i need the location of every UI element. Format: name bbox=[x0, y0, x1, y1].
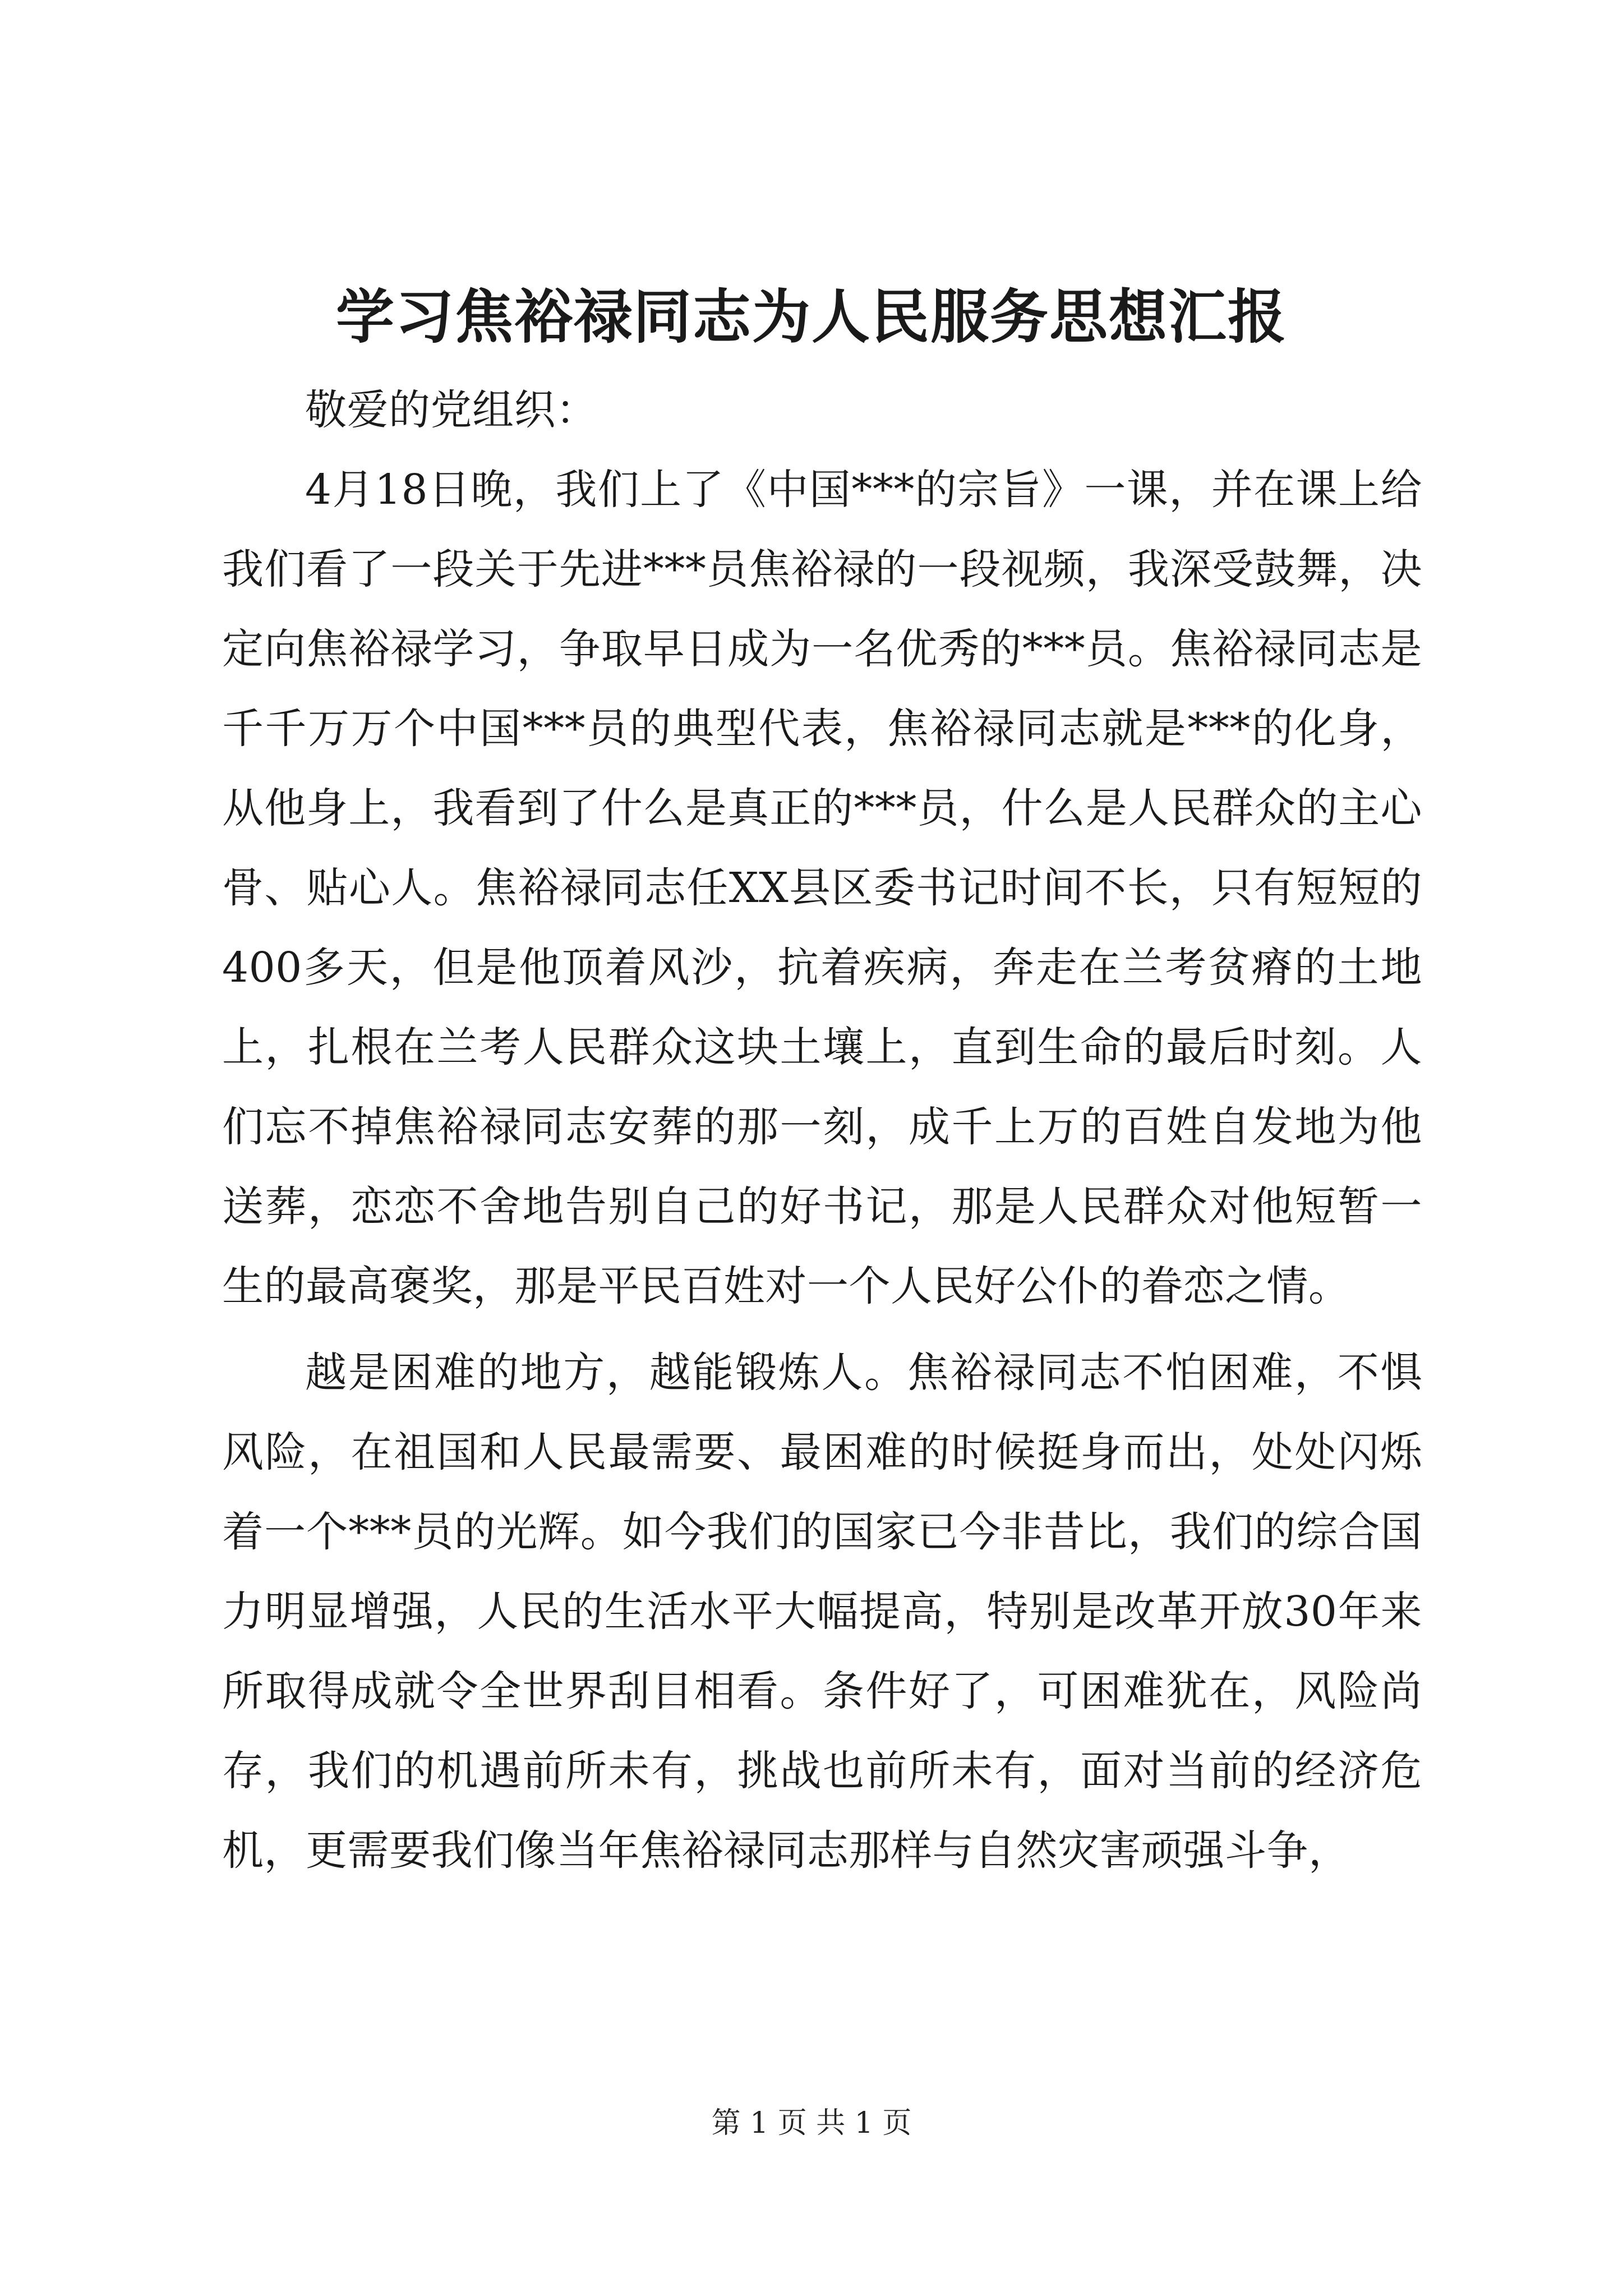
salutation: 敬爱的党组织： bbox=[305, 386, 598, 434]
paragraph-2: 越是困难的地方，越能锻炼人。焦裕禄同志不怕困难，不惧风险，在祖国和人民最需要、最困难的时候挺身而出，处处闪烁着一个***员的光辉。如今我们的国家已今非昔比，我们的综合国力明显增强，人民的生活水平大幅提高，特别是改革开放30年来所取得成就令全世界刮目相看。条件好了，可困难犹在，风险尚存，我们的机遇前所未有，挑战也前所未有，面对当前的经济危机，更需要我们像当年焦裕禄同志那样与自然灾害顽强斗争， bbox=[222, 1349, 1422, 1875]
document-title: 学习焦裕禄同志为人民服务思想汇报 bbox=[335, 282, 1287, 351]
document-body bbox=[222, 370, 1422, 1897]
paragraph-1: 4月18日晚，我们上了《中国***的宗旨》一课，并在课上给我们看了一段关于先进***员焦裕禄的一段视频，我深受鼓舞，决定向焦裕禄学习，争取早日成为一名优秀的***员。焦裕禄同志是千千万万个中国***员的典型代表，焦裕禄同志就是***的化身，从他身上，我看到了什么是真正的***员，什么是人民群众的主心骨、贴心人。焦裕禄同志任XX县区委书记时间不长，只有短短的400多天，但是他顶着风沙，抗着疾病，奔走在兰考贫瘠的土地上，扎根在兰考人民群众这块土壤上，直到生命的最后时刻。人们忘不掉焦裕禄同志安葬的那一刻，成千上万的百姓自发地为他送葬，恋恋不舍地告别自己的好书记，那是人民群众对他短暂一生的最高褒奖，那是平民百姓对一个人民好公仆的眷恋之情。 bbox=[222, 466, 1422, 1310]
page-footer: 第 1 页 共 1 页 bbox=[711, 2106, 912, 2140]
